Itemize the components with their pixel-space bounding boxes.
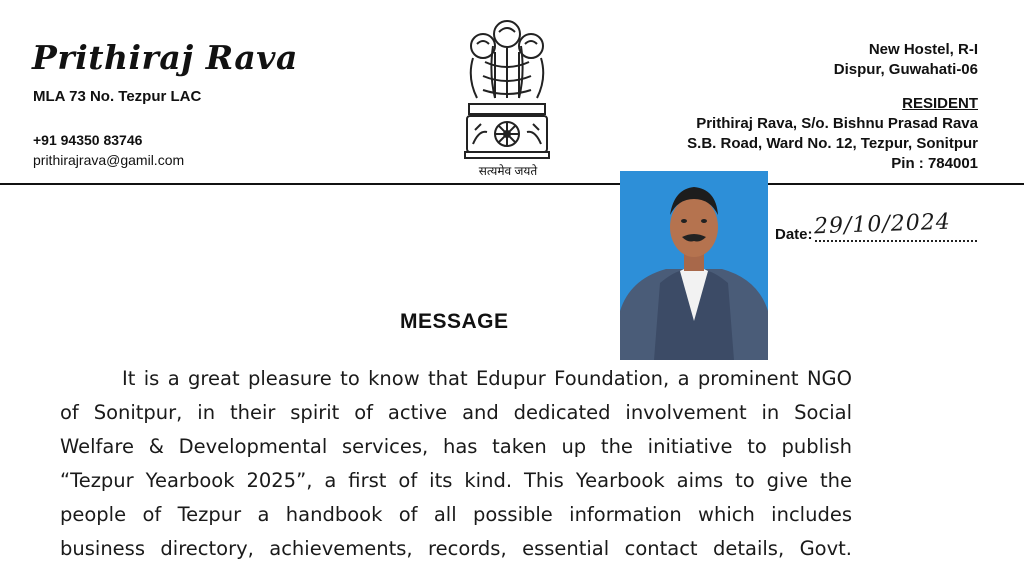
message-line: people of Tezpur a handbook of all possible information which includes <box>60 503 852 526</box>
portrait-photo <box>620 171 768 360</box>
message-line: It is a great pleasure to know that Edupur Foundation, a prominent NGO <box>122 367 852 390</box>
message-line: business directory, achievements, records, essential contact details, Govt. <box>60 537 852 560</box>
date-value: 29/10/2024 <box>813 209 952 240</box>
header-divider <box>0 183 1024 185</box>
resident-label: RESIDENT <box>902 95 978 112</box>
date-label: Date: <box>775 226 813 243</box>
national-emblem-icon <box>455 12 559 182</box>
resident-line-3: Pin : 784001 <box>891 155 978 172</box>
office-address-line-2: Dispur, Guwahati-06 <box>833 61 978 78</box>
email-address: prithirajrava@gamil.com <box>33 152 185 168</box>
message-title: MESSAGE <box>400 310 509 333</box>
emblem-motto: सत्यमेव जयते <box>478 164 538 178</box>
address-block <box>687 40 978 174</box>
message-line: of Sonitpur, in their spirit of active and dedicated involvement in Social <box>60 401 852 424</box>
office-address-line-1: New Hostel, R-I <box>868 41 978 58</box>
date-dotted-line <box>815 240 977 242</box>
phone-number: +91 94350 83746 <box>33 132 143 148</box>
signature-name: Prithiraj Rava <box>32 38 298 77</box>
message-line: Welfare & Developmental services, has taken up the initiative to publish <box>60 435 852 458</box>
message-body <box>60 362 852 566</box>
resident-line-1: Prithiraj Rava, S/o. Bishnu Prasad Rava <box>696 115 978 132</box>
message-line: “Tezpur Yearbook 2025”, a first of its kind. This Yearbook aims to give the <box>60 469 852 492</box>
resident-line-2: S.B. Road, Ward No. 12, Tezpur, Sonitpur <box>687 135 978 152</box>
designation: MLA 73 No. Tezpur LAC <box>33 88 202 105</box>
